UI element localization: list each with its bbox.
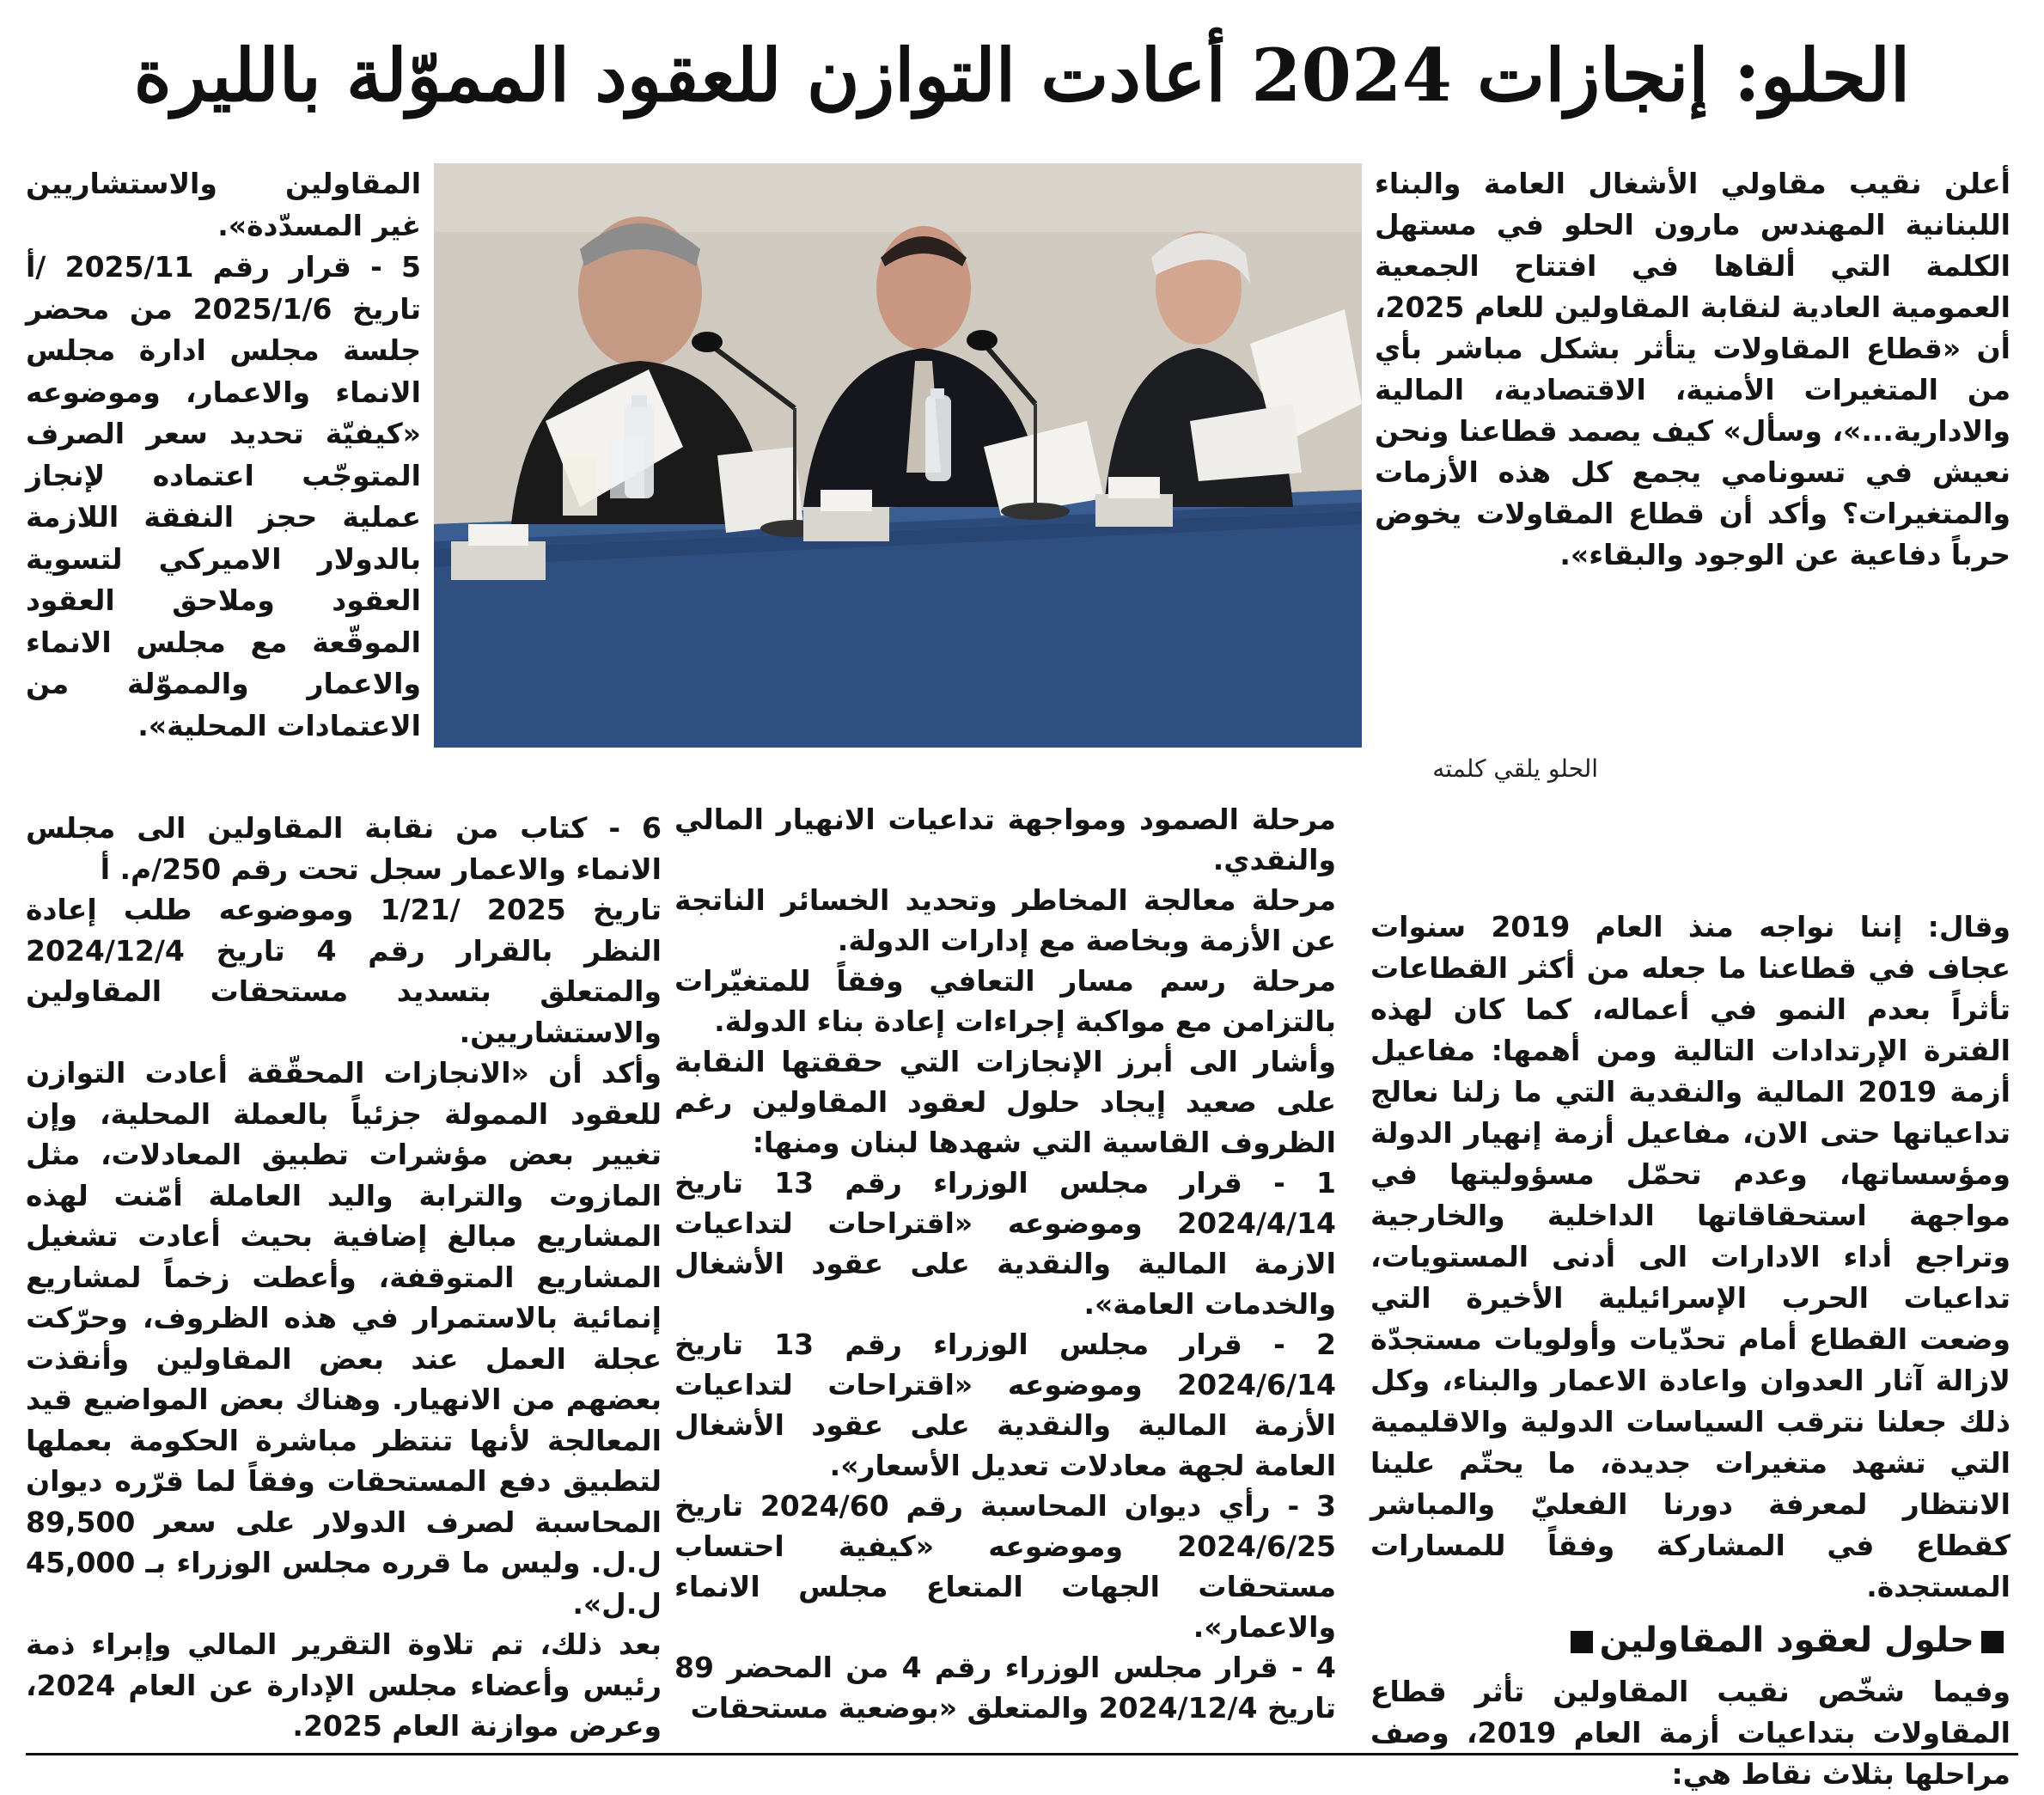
paragraph: أعلن نقيب مقاولي الأشغال العامة والبناء اللبنانية المهندس مارون الحلو في مستهل الكلمة التي ألقاها في افتتاح الجمعية العمومية العادية لنقابة المقاولين للعام 2025، أن «قطاع المقاولات يتأثر بشكل مباشر بأي من المتغيرات الأمنية، الاقتصادية، المالية والادارية...»، وسأل» كيف يصمد قطاعنا ونحن نعيش في تسونامي يجمع كل هذه الأزمات والمتغيرات؟ وأكد أن قطاع المقاولات يخوض حرباً دفاعية عن الوجود والبقاء». [1375,167,2010,571]
paragraph: تاريخ 2025 /1/21 وموضوعه طلب إعادة النظر بالقرار رقم 4 تاريخ 2024/12/4 والمتعلق بتسديد مستحقات المقاولين والاستشاريين. [26,893,662,1049]
bullet-square-icon [1981,1631,2004,1653]
article-column-right [1375,163,2010,576]
list-item: 6 - كتاب من نقابة المقاولين الى مجلس الانماء والاعمار سجل تحت رقم 250/م. أ [26,811,662,886]
section-subhead [1370,1615,2010,1666]
paragraph: وأشار الى أبرز الإنجازات التي حققتها النقابة على صعيد إيجاد حلول لعقود المقاولين رغم الظروف القاسية التي شهدها لبنان ومنها: [674,1045,1336,1159]
article-column-left-lower [26,808,662,1747]
list-item: 1 - قرار مجلس الوزراء رقم 13 تاريخ 2024/4/14 وموضوعه «اقتراحات لتداعيات الازمة المالية والنقدية على عقود الأشغال والخدمات العامة». [674,1166,1336,1321]
article-photo [434,163,1362,748]
bullet-square-icon [1571,1631,1593,1653]
paragraph: مرحلة الصمود ومواجهة تداعيات الانهيار المالي والنقدي. [674,803,1336,876]
article-column-right-lower [1370,907,2010,1795]
article-column-left [26,163,421,747]
list-item: 4 - قرار مجلس الوزراء رقم 4 من المحضر 89 تاريخ 2024/12/4 والمتعلق «بوضعية مستحقات [674,1651,1336,1725]
photo-caption: الحلو يلقي كلمته [1432,754,1598,783]
list-item: 2 - قرار مجلس الوزراء رقم 13 تاريخ 2024/6/14 وموضوعه «اقتراحات لتداعيات الأزمة المالية والنقدية على عقود الأشغال العامة لجهة معادلات تعديل الأسعار». [674,1328,1336,1482]
list-item: 5 - قرار رقم 2025/11 /أ تاريخ 2025/1/6 من محضر جلسة مجلس ادارة مجلس الانماء والاعمار، وموضوعه «كيفيّة تحديد سعر الصرف المتوجّب اعتماده لإنجاز عملية حجز النفقة اللازمة بالدولار الاميركي لتسوية العقود وملاحق العقود الموقّعة مع مجلس الانماء والاعمار والمموّلة من الاعتمادات المحلية». [26,250,421,742]
paragraph: وفيما شخّص نقيب المقاولين تأثر قطاع المقاولات بتداعيات أزمة العام 2019، وصف مراحلها بثلاث نقاط هي: [1370,1675,2010,1791]
paragraph: مرحلة معالجة المخاطر وتحديد الخسائر الناتجة عن الأزمة وبخاصة مع إدارات الدولة. [674,883,1336,957]
bottom-rule [26,1753,2018,1755]
paragraph: مرحلة رسم مسار التعافي وفقاً للمتغيّرات بالتزامن مع مواكبة إجراءات إعادة بناء الدولة. [674,964,1336,1038]
paragraph: وأكد أن «الانجازات المحقّقة أعادت التوازن للعقود الممولة جزئياً بالعملة المحلية، وإن تغيير بعض مؤشرات تطبيق المعادلات، مثل المازوت والترابة واليد العاملة أمّنت لهذه المشاريع مبالغ إضافية بحيث أعادت تشغيل المشاريع المتوقفة، وأعطت زخماً لمشاريع إنمائية بالاستمرار في هذه الظروف، وحرّكت عجلة العمل عند بعض المقاولين وأنقذت بعضهم من الانهيار. وهناك بعض المواضيع قيد المعالجة لأنها تنتظر مباشرة الحكومة بعملها لتطبيق دفع المستحقات وفقاً لما قرّره ديوان المحاسبة لصرف الدولار على سعر 89,500 ل.ل. وليس ما قرره مجلس الوزراء بـ 45,000 ل.ل». [26,1056,662,1621]
list-item: 3 - رأي ديوان المحاسبة رقم 2024/60 تاريخ 2024/6/25 وموضوعه «كيفية احتساب مستحقات الجهات المتعاع مجلس الانماء والاعمار». [674,1489,1336,1644]
article-column-middle [674,799,1336,1728]
paragraph: وقال: إننا نواجه منذ العام 2019 سنوات عجاف في قطاعنا ما جعله من أكثر القطاعات تأثراً بعدم النمو في أعماله، كما كان لهذه الفترة الإرتدادات التالية ومن أهمها: مفاعيل أزمة 2019 المالية والنقدية التي ما زلنا نعالج تداعياتها حتى الان، مفاعيل أزمة إنهيار الدولة ومؤسساتها، وعدم تحمّل مسؤوليتها في مواجهة استحقاقاتها الداخلية والخارجية وتراجع أداء الادارات الى أدنى المستويات، تداعيات الحرب الإسرائيلية الأخيرة التي وضعت القطاع أمام تحدّيات وأولويات مستجدّة لازالة آثار العدوان واعادة الاعمار والبناء، وكل ذلك جعلنا نترقب السياسات الدولية والاقليمية التي تشهد متغيرات جديدة، ما يحتّم علينا الانتظار لمعرفة دورنا الفعليّ والمباشر كقطاع في المشاركة وفقاً للمسارات المستجدة. [1370,910,2010,1603]
photo-scene [434,163,1362,748]
headline: الحلو: إنجازات 2024 أعادت التوازن للعقود المموّلة بالليرة [133,33,1911,118]
paragraph: المقاولين والاستشاريين غير المسدّدة». [26,167,421,242]
paragraph: بعد ذلك، تم تلاوة التقرير المالي وإبراء ذمة رئيس وأعضاء مجلس الإدارة عن العام 2024، وعرض موازنة العام 2025. [26,1627,662,1743]
subhead-text: حلول لعقود المقاولين [1599,1621,1974,1660]
